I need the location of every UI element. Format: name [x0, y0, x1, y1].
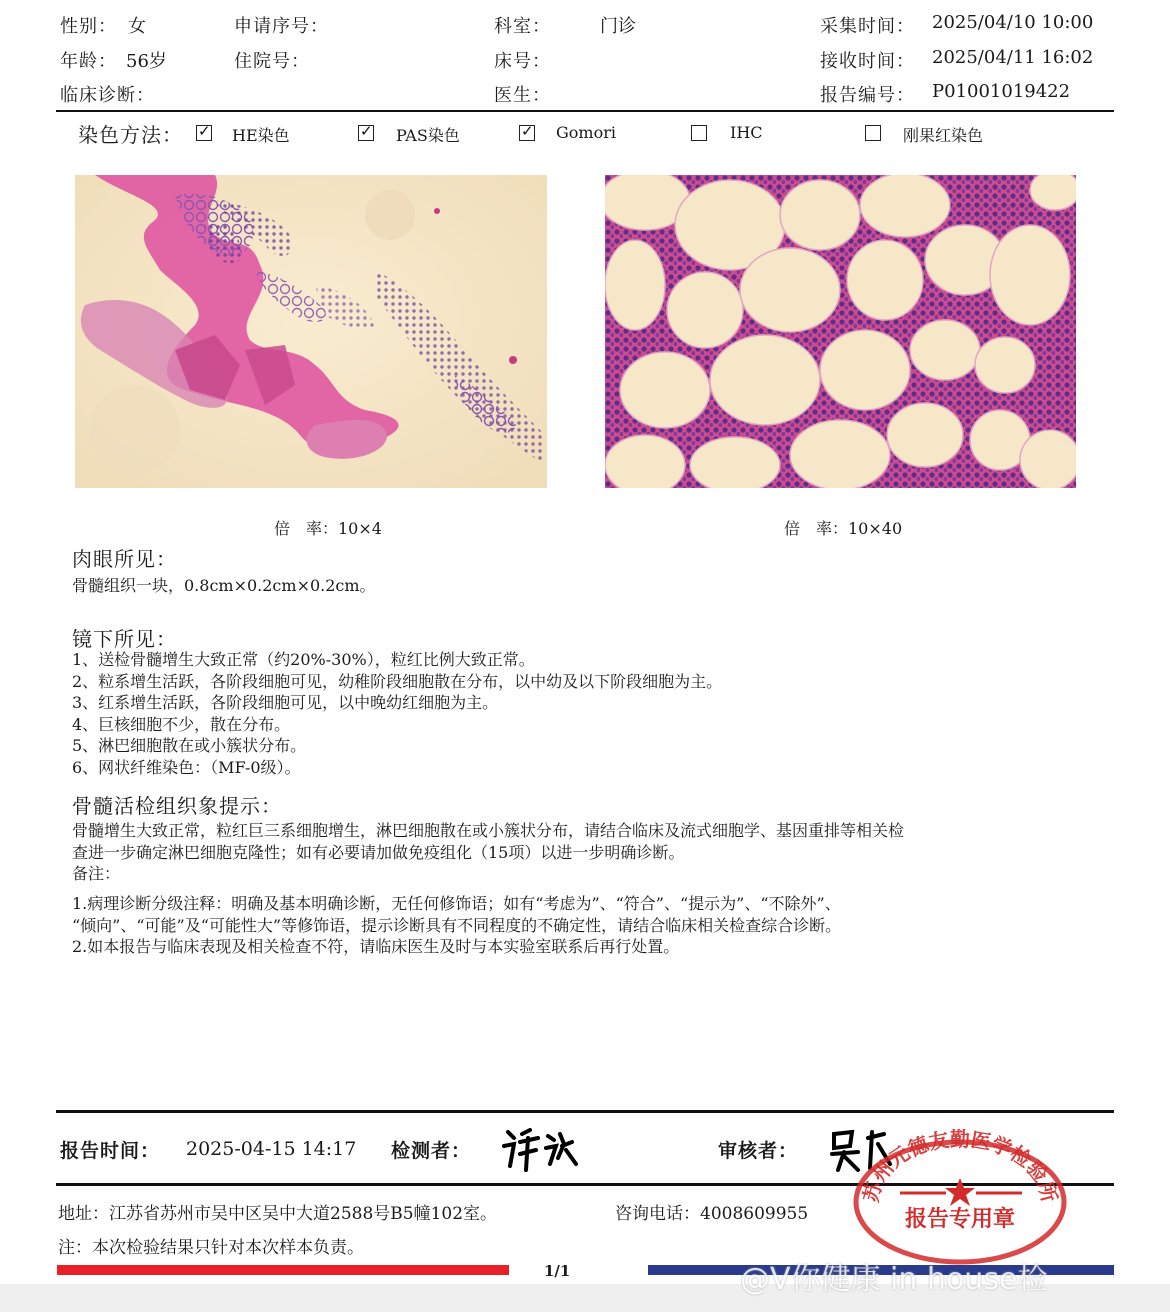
micro-item: 3、红系增生活跃，各阶段细胞可见，以中晚幼红细胞为主。 [72, 693, 499, 712]
conclusion-text [72, 820, 904, 885]
star-icon [945, 1178, 975, 1206]
bed-label: 床号： [494, 51, 551, 72]
watermark-text: @V你健康 in house检 [740, 1262, 1048, 1297]
dept-value: 门诊 [600, 16, 636, 37]
note-line: “倾向”、“可能”及“可能性大”等修饰语，提示诊断具有不同程度的不确定性，请结合临床相关检查综合诊断。 [72, 915, 842, 935]
left-magnification-caption: 倍 率：10×4 [274, 519, 382, 538]
notes-block [72, 893, 841, 958]
footer-note: 注：本次检验结果只针对本次样本负责。 [58, 1238, 364, 1258]
collect-time-label: 采集时间： [820, 16, 915, 37]
diagnosis-label: 临床诊断： [60, 85, 155, 106]
conclusion-line: 查进一步确定淋巴细胞克隆性；如有必要请加做免疫组化（15项）以进一步明确诊断。 [72, 842, 685, 862]
conclusion-line: 骨髓增生大致正常，粒红巨三系细胞增生，淋巴细胞散在或小簇状分布，请结合临床及流式细胞学、基因重排等相关检 [72, 821, 905, 840]
stamp-bottom-text: 报告专用章 [904, 1206, 1016, 1232]
reviewer-label: 审核者： [718, 1140, 799, 1162]
official-stamp [852, 1126, 1068, 1266]
stain-option-he: HE染色 [232, 126, 290, 145]
stain-option-ihc: IHC [730, 123, 763, 142]
page-number: 1/1 [544, 1262, 571, 1280]
stain-option-gomori: Gomori [556, 123, 616, 142]
micro-item: 4、巨核细胞不少，散在分布。 [72, 714, 291, 734]
right-magnification-caption: 倍 率：10×40 [784, 519, 903, 538]
micro-list [72, 649, 722, 778]
gross-text: 骨髓组织一块，0.8cm×0.2cm×0.2cm。 [72, 576, 376, 595]
micro-item: 5、淋巴细胞散在或小簇状分布。 [72, 736, 307, 755]
footer-top-divider [56, 1110, 1114, 1113]
micrograph-high-power [605, 175, 1076, 488]
gender-label: 性别： [60, 16, 117, 37]
remark-label: 备注： [72, 864, 121, 883]
report-time-value: 2025-04-15 14:17 [186, 1138, 357, 1160]
phone-text: 咨询电话：4008609955 [615, 1204, 809, 1224]
collect-time-value: 2025/04/10 10:00 [932, 12, 1094, 33]
check-icon: ✓ [198, 122, 211, 140]
micro-item: 2、粒系增生活跃，各阶段细胞可见，幼稚阶段细胞散在分布，以中幼及以下阶段细胞为主。 [72, 671, 723, 691]
tester-label: 检测者： [391, 1140, 472, 1162]
checkbox-ihc[interactable] [691, 125, 707, 141]
stain-option-pas: PAS染色 [396, 126, 460, 145]
stamp-top-text: 苏州元德友勤医学检验所 [858, 1127, 1062, 1205]
age-label: 年龄： [60, 51, 117, 72]
dept-label: 科室： [494, 16, 551, 37]
check-icon: ✓ [521, 122, 534, 140]
gross-title: 肉眼所见： [72, 547, 177, 571]
stain-option-congo-red: 刚果红染色 [903, 126, 984, 145]
checkbox-congo-red[interactable] [865, 125, 881, 141]
age-value: 56岁 [126, 51, 167, 72]
checkbox-gomori[interactable] [519, 122, 535, 141]
tester-signature [500, 1124, 580, 1178]
inpatient-no-label: 住院号： [234, 51, 310, 72]
report-no-value: P01001019422 [932, 81, 1071, 102]
report-time-label: 报告时间： [60, 1140, 161, 1162]
stain-method-label: 染色方法： [78, 123, 183, 147]
gender-value: 女 [128, 16, 146, 37]
header-divider [56, 110, 1114, 112]
report-no-label: 报告编号： [820, 85, 915, 106]
check-icon: ✓ [360, 122, 373, 140]
receive-time-value: 2025/04/11 16:02 [932, 47, 1094, 68]
checkbox-he[interactable] [196, 122, 212, 141]
micro-item: 6、网状纤维染色：（MF-0级）。 [72, 757, 301, 777]
micrograph-low-power [75, 175, 547, 488]
address-text: 地址：江苏省苏州市吴中区吴中大道2588号B5幢102室。 [58, 1204, 498, 1224]
micro-title: 镜下所见： [72, 627, 177, 651]
conclusion-title: 骨髓活检组织象提示： [72, 794, 282, 818]
note-line: 2.如本报告与临床表现及相关检查不符，请临床医生及时与本实验室联系后再行处置。 [72, 937, 680, 956]
checkbox-pas[interactable] [358, 122, 374, 141]
footer-red-bar [57, 1265, 509, 1275]
receive-time-label: 接收时间： [820, 51, 915, 72]
doctor-label: 医生： [494, 85, 551, 106]
micro-item: 1、送检骨髓增生大致正常（约20%-30%），粒红比例大致正常。 [72, 650, 535, 669]
note-line: 1.病理诊断分级注释：明确及基本明确诊断，无任何修饰语；如有“考虑为”、“符合”、“提示为”、“不除外”、 [72, 894, 841, 913]
request-no-label: 申请序号： [234, 16, 329, 37]
